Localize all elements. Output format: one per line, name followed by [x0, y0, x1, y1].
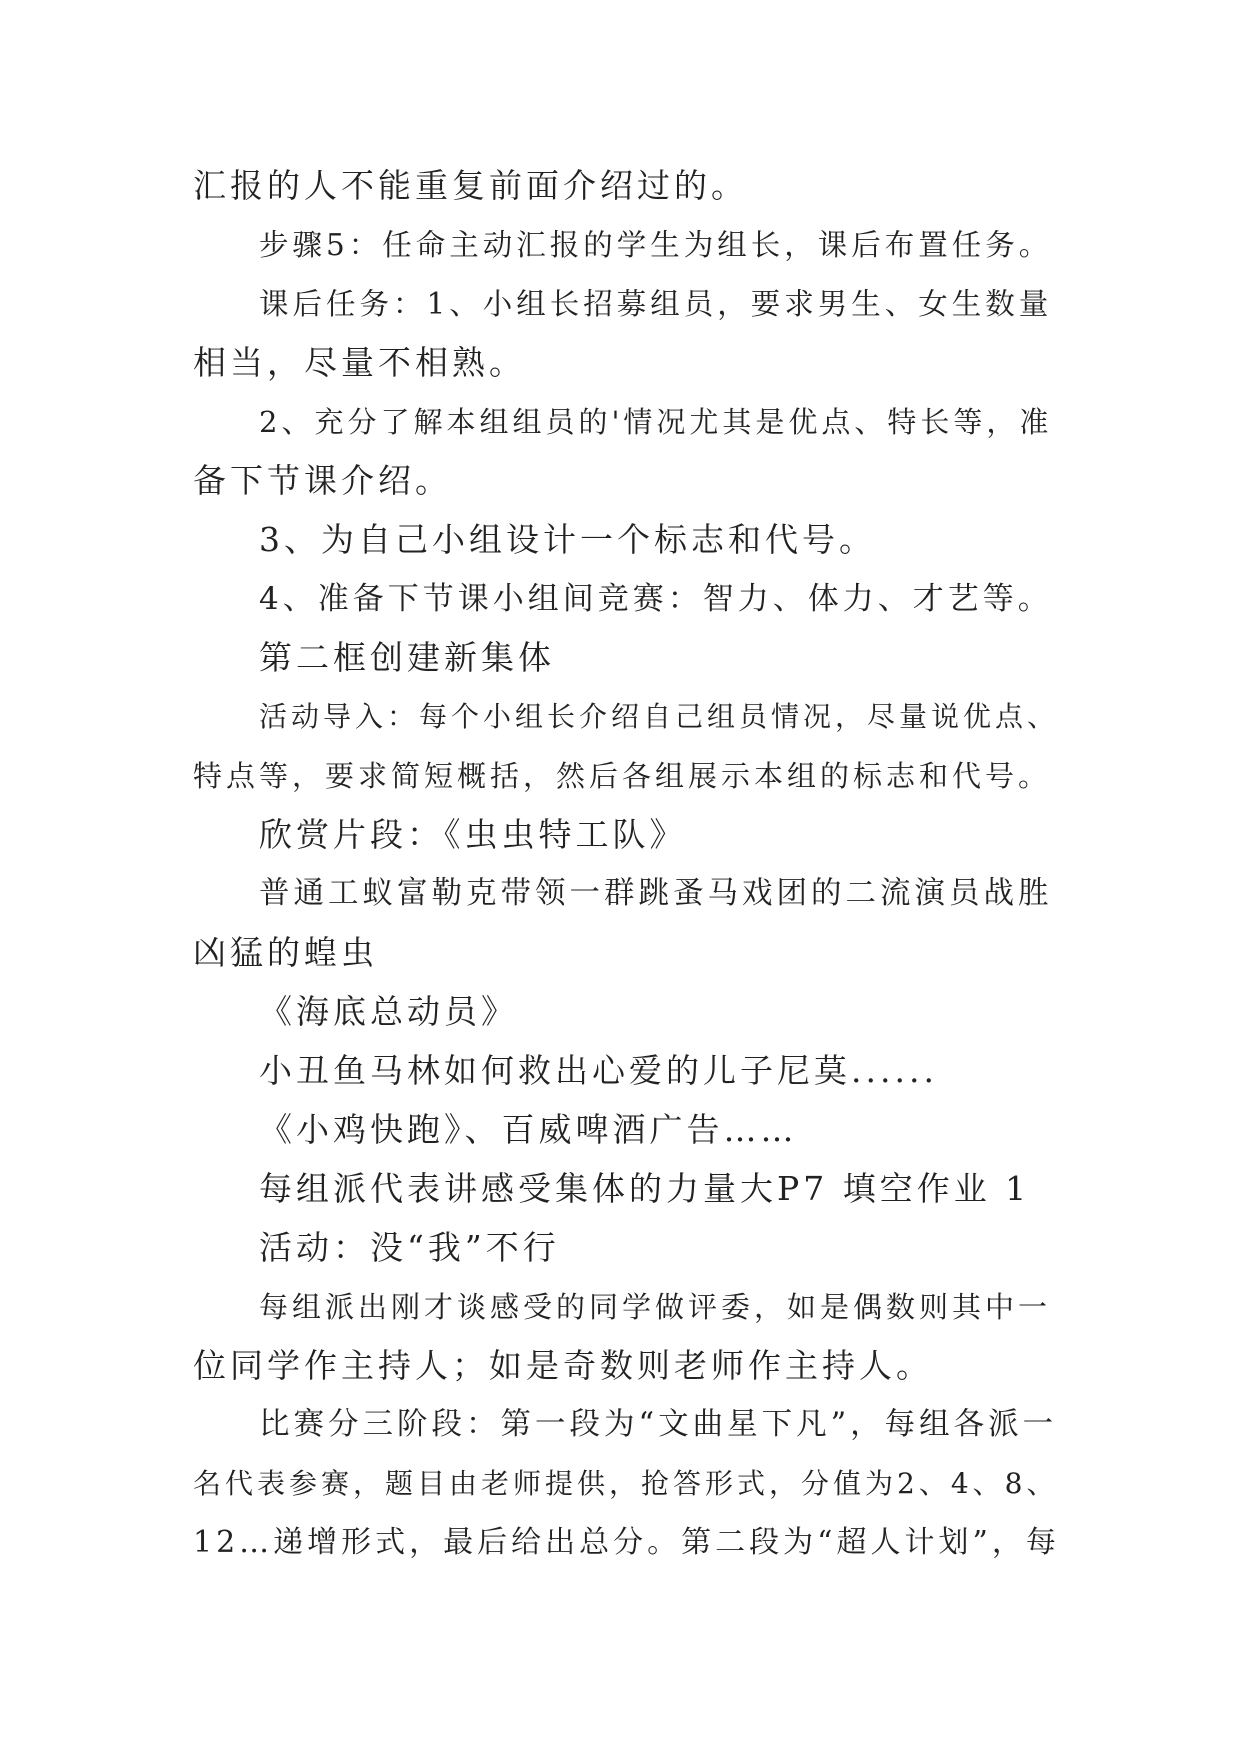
text-line: 2、充分了解本组组员的'情况尤其是优点、特长等，准	[259, 405, 1053, 439]
text-line: 3、为自己小组设计一个标志和代号。	[259, 520, 876, 559]
text-line: 特点等，要求简短概括，然后各组展示本组的标志和代号。	[193, 759, 1052, 793]
text-line: 比赛分三阶段：第一段为“文曲星下凡”，每组各派一	[259, 1407, 1058, 1442]
text-line: 位同学作主持人；如是奇数则老师作主持人。	[193, 1346, 933, 1385]
text-line: 每组派出刚才谈感受的同学做评委，如是偶数则其中一	[259, 1290, 1052, 1324]
text-line: 《海底总动员》	[259, 992, 518, 1031]
text-line: 步骤5：任命主动汇报的学生为组长，课后布置任务。	[259, 228, 1053, 262]
text-line: 活动：没“我”不行	[259, 1228, 560, 1267]
text-line: 相当，尽量不相熟。	[193, 343, 526, 382]
text-line: 12…递增形式，最后给出总分。第二段为“超人计划”，每	[193, 1525, 1060, 1560]
text-line: 活动导入：每个小组长介绍自己组员情况，尽量说优点、	[259, 700, 1060, 733]
text-line: 名代表参赛，题目由老师提供，抢答形式，分值为2、4、8、	[193, 1467, 1059, 1500]
text-line: 4、准备下节课小组间竞赛：智力、体力、才艺等。	[259, 581, 1053, 617]
text-line: 汇报的人不能重复前面介绍过的。	[193, 166, 748, 205]
text-line: 小丑鱼马林如何救出心爱的儿子尼莫......	[259, 1051, 938, 1090]
text-line: 普通工蚁富勒克带领一群跳蚤马戏团的二流演员战胜	[259, 876, 1053, 911]
text-line: 课后任务：1、小组长招募组员，要求男生、女生数量	[259, 287, 1053, 321]
section-heading: 第二框创建新集体	[259, 638, 555, 677]
text-line: 凶猛的蝗虫	[193, 933, 378, 972]
text-line: 欣赏片段：《虫虫特工队》	[259, 815, 687, 854]
text-line: 每组派代表讲感受集体的力量大P7 填空作业 1	[259, 1169, 1031, 1208]
text-line: 《小鸡快跑》、百威啤酒广告……	[259, 1110, 798, 1149]
text-line: 备下节课介绍。	[193, 461, 452, 500]
